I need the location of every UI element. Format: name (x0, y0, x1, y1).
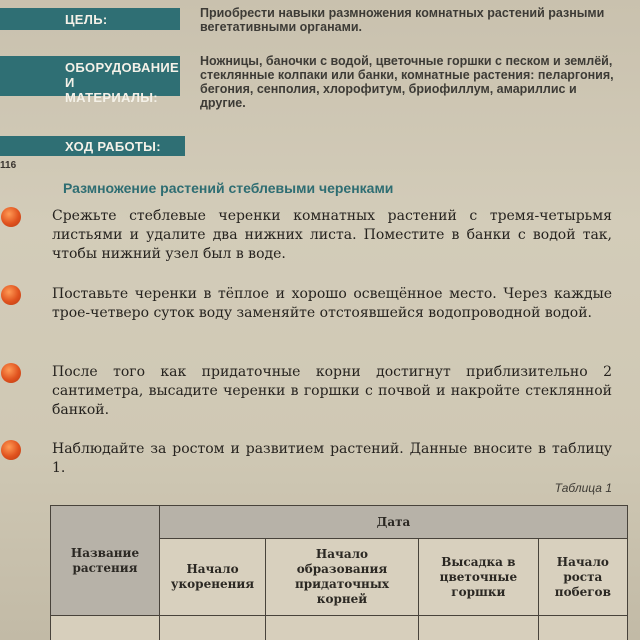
date-header: Дата (160, 506, 628, 539)
bullet-icon (1, 285, 21, 305)
table-caption: Таблица 1 (554, 481, 612, 495)
page-number: 116 (0, 160, 17, 171)
column-header: Начало роста побегов (538, 539, 627, 616)
goal-text: Приобрести навыки размножения комнатных растений разными вегетативными органами. (200, 6, 605, 34)
instruction-paragraph-3: После того как придаточные корни достигнут приблизительно 2 сантиметра, высадите черенки в горшки с почвой и накройте стеклянной банкой. (52, 363, 612, 420)
table-cell[interactable] (160, 616, 266, 640)
equipment-text: Ножницы, баночки с водой, цветочные горшки с песком и землёй, стеклянные колпаки или банки, комнатные растения: пеларгония, бегония, сенполия, хлорофитум, бриофиллум, амариллис и другие. (200, 54, 614, 110)
section-title: Размножение растений стеблевыми черенками (63, 180, 394, 196)
plant-name-header: Название растения (51, 506, 160, 616)
equipment-label-line-2: И МАТЕРИАЛЫ: (65, 75, 158, 105)
bullet-icon (1, 363, 21, 383)
table-cell[interactable] (418, 616, 538, 640)
instruction-paragraph-4: Наблюдайте за ростом и развитием растений. Данные вносите в таблицу 1. (52, 440, 612, 478)
goal-label: ЦЕЛЬ: (0, 8, 180, 30)
bullet-icon (1, 440, 21, 460)
table-cell[interactable] (538, 616, 627, 640)
column-header: Высадка в цветочные горшки (418, 539, 538, 616)
equipment-label (0, 56, 180, 105)
table-cell[interactable] (266, 616, 419, 640)
column-header: Начало образования придаточных корней (266, 539, 419, 616)
table-cell[interactable] (51, 616, 160, 640)
instruction-paragraph-2: Поставьте черенки в тёплое и хорошо освещённое место. Через каждые трое-четверо суток воду заменяйте отстоявшейся водопроводной водой. (52, 285, 612, 323)
bullet-icon (1, 207, 21, 227)
column-header: Начало укоренения (160, 539, 266, 616)
table-row (51, 616, 628, 640)
work-progress-label: ХОД РАБОТЫ: (0, 136, 185, 156)
equipment-label-line-1: ОБОРУДОВАНИЕ (65, 60, 179, 75)
observation-table (50, 505, 628, 640)
instruction-paragraph-1: Срежьте стеблевые черенки комнатных растений с тремя-четырьмя листьями и удалите два нижних листа. Поместите в банки с водой так, чтобы нижний узел был в воде. (52, 207, 612, 264)
